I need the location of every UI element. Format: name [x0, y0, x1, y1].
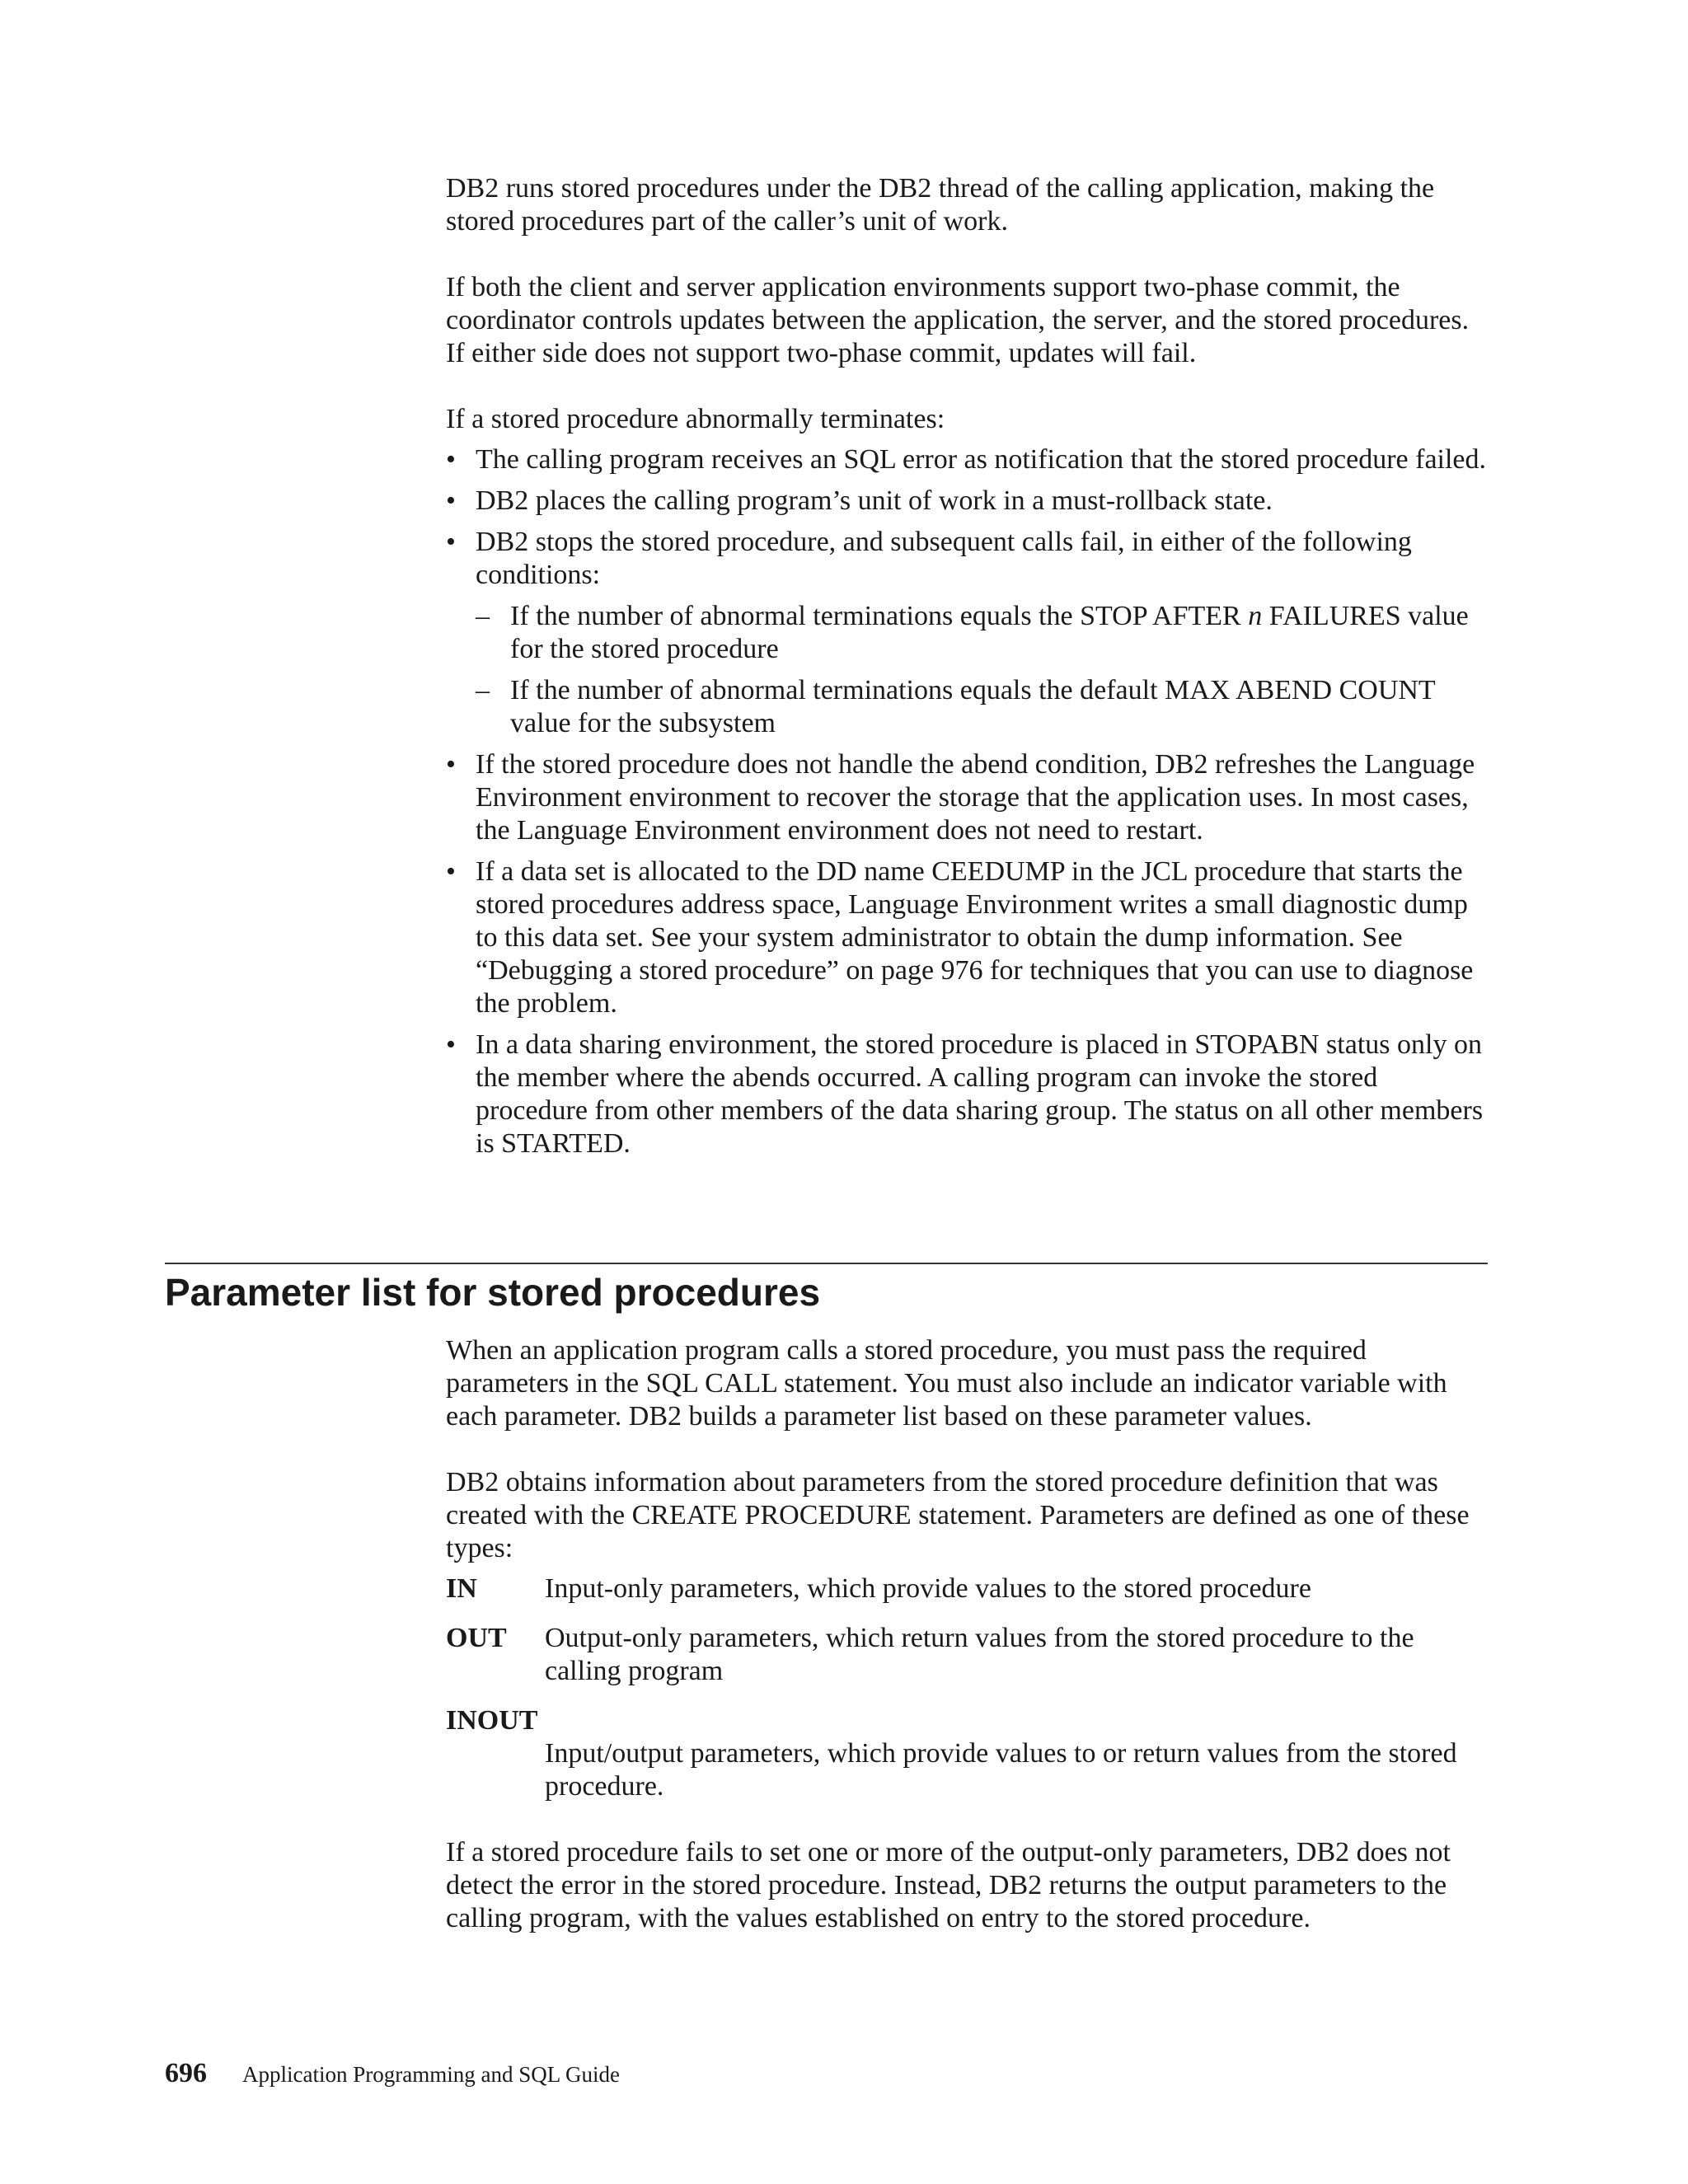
list-item: [446, 485, 1488, 518]
section-divider: [165, 1263, 1488, 1264]
dash-marker: –: [476, 675, 490, 705]
parameter-term: IN: [446, 1573, 477, 1604]
list-item: [446, 443, 1488, 476]
parameter-type-in: [446, 1572, 1488, 1605]
list-item-text: The calling program receives an SQL error as notification that the stored procedure failed.: [476, 444, 1487, 475]
list-item: [446, 1029, 1488, 1160]
section-intro: [446, 172, 1488, 1169]
section-heading: Parameter list for stored procedures: [165, 1271, 821, 1314]
list-item-text: DB2 places the calling program’s unit of work in a must-rollback state.: [476, 485, 1273, 516]
bullet-marker: •: [446, 485, 456, 516]
sub-list-item: [476, 674, 1488, 740]
list-item-text: DB2 stops the stored procedure, and subsequent calls fail, in either of the following conditions:: [476, 527, 1412, 590]
bullet-marker: •: [446, 444, 456, 475]
page-number: 696: [165, 2058, 207, 2088]
sub-list-item: [476, 600, 1488, 666]
list-item: [446, 526, 1488, 740]
list-item: [446, 855, 1488, 1020]
list-item-text: If the stored procedure does not handle the abend condition, DB2 refreshes the Language Environment environment to recover the storage that the application uses. In most cases, the Language Environment environment does not need to restart.: [476, 749, 1475, 846]
parameter-types-lead: DB2 obtains information about parameters from the stored procedure definition that was created with the CREATE PROCEDURE statement. Parameters are defined as one of these types:: [446, 1467, 1470, 1563]
guide-title: Application Programming and SQL Guide: [242, 2062, 620, 2087]
abnormal-termination-list: [446, 443, 1488, 1160]
bullet-marker: •: [446, 749, 456, 780]
parameter-term: INOUT: [446, 1705, 538, 1736]
stop-conditions-list: [476, 600, 1488, 740]
sub-list-item-text: If the number of abnormal terminations equals the STOP AFTER n FAILURES value for the stored procedure: [510, 601, 1469, 664]
list-item: [446, 748, 1488, 847]
bullet-marker: •: [446, 527, 456, 557]
list-item-text: In a data sharing environment, the stored procedure is placed in STOPABN status only on the member where the abends occurred. A calling program can invoke the stored procedure from other members of the data sharing group. The status on all other members is STARTED.: [476, 1029, 1484, 1159]
sub-list-item-text: If the number of abnormal terminations equals the default MAX ABEND COUNT value for the subsystem: [510, 675, 1436, 738]
parameter-term: OUT: [446, 1623, 507, 1653]
parameter-definition: Output-only parameters, which return values from the stored procedure to the calling program: [545, 1623, 1414, 1686]
bullet-marker: •: [446, 856, 456, 887]
parameter-type-out: [446, 1622, 1488, 1688]
abnormal-termination-lead: If a stored procedure abnormally terminates:: [446, 404, 945, 434]
intro-paragraph-thread: DB2 runs stored procedures under the DB2 thread of the calling application, making the stored procedures part of the caller’s unit of work.: [446, 173, 1435, 237]
parameter-definition: Input/output parameters, which provide values to or return values from the stored procedure.: [545, 1738, 1457, 1802]
intro-paragraph-two-phase-commit: If both the client and server application environments support two-phase commit, the coordinator controls updates between the application, the server, and the stored procedures. If either side does not support two-phase commit, updates will fail.: [446, 272, 1470, 368]
parameter-type-inout: [446, 1704, 1488, 1803]
section-parameter-list: [446, 1334, 1488, 1968]
variable-n: n: [1248, 601, 1263, 631]
parameter-definition: Input-only parameters, which provide values to the stored procedure: [545, 1573, 1311, 1604]
page-footer: [165, 2057, 620, 2092]
parameter-type-list: [446, 1572, 1488, 1803]
dash-marker: –: [476, 601, 490, 631]
list-item-text: If a data set is allocated to the DD name CEEDUMP in the JCL procedure that starts the stored procedures address space, Language Environment writes a small diagnostic dump to this data set. See your system administrator to obtain the dump information. See “Debugging a stored procedure” on page 976 for techniques that you can use to diagnose the problem.: [476, 856, 1474, 1019]
parameter-intro-paragraph: When an application program calls a stored procedure, you must pass the required parameters in the SQL CALL statement. You must also include an indicator variable with each parameter. DB2 builds a parameter list based on these parameter values.: [446, 1335, 1447, 1432]
bullet-marker: •: [446, 1029, 456, 1060]
output-parameter-paragraph: If a stored procedure fails to set one or more of the output-only parameters, DB2 does not detect the error in the stored procedure. Instead, DB2 returns the output parameters to the calling program, with the values established on entry to the stored procedure.: [446, 1837, 1451, 1933]
